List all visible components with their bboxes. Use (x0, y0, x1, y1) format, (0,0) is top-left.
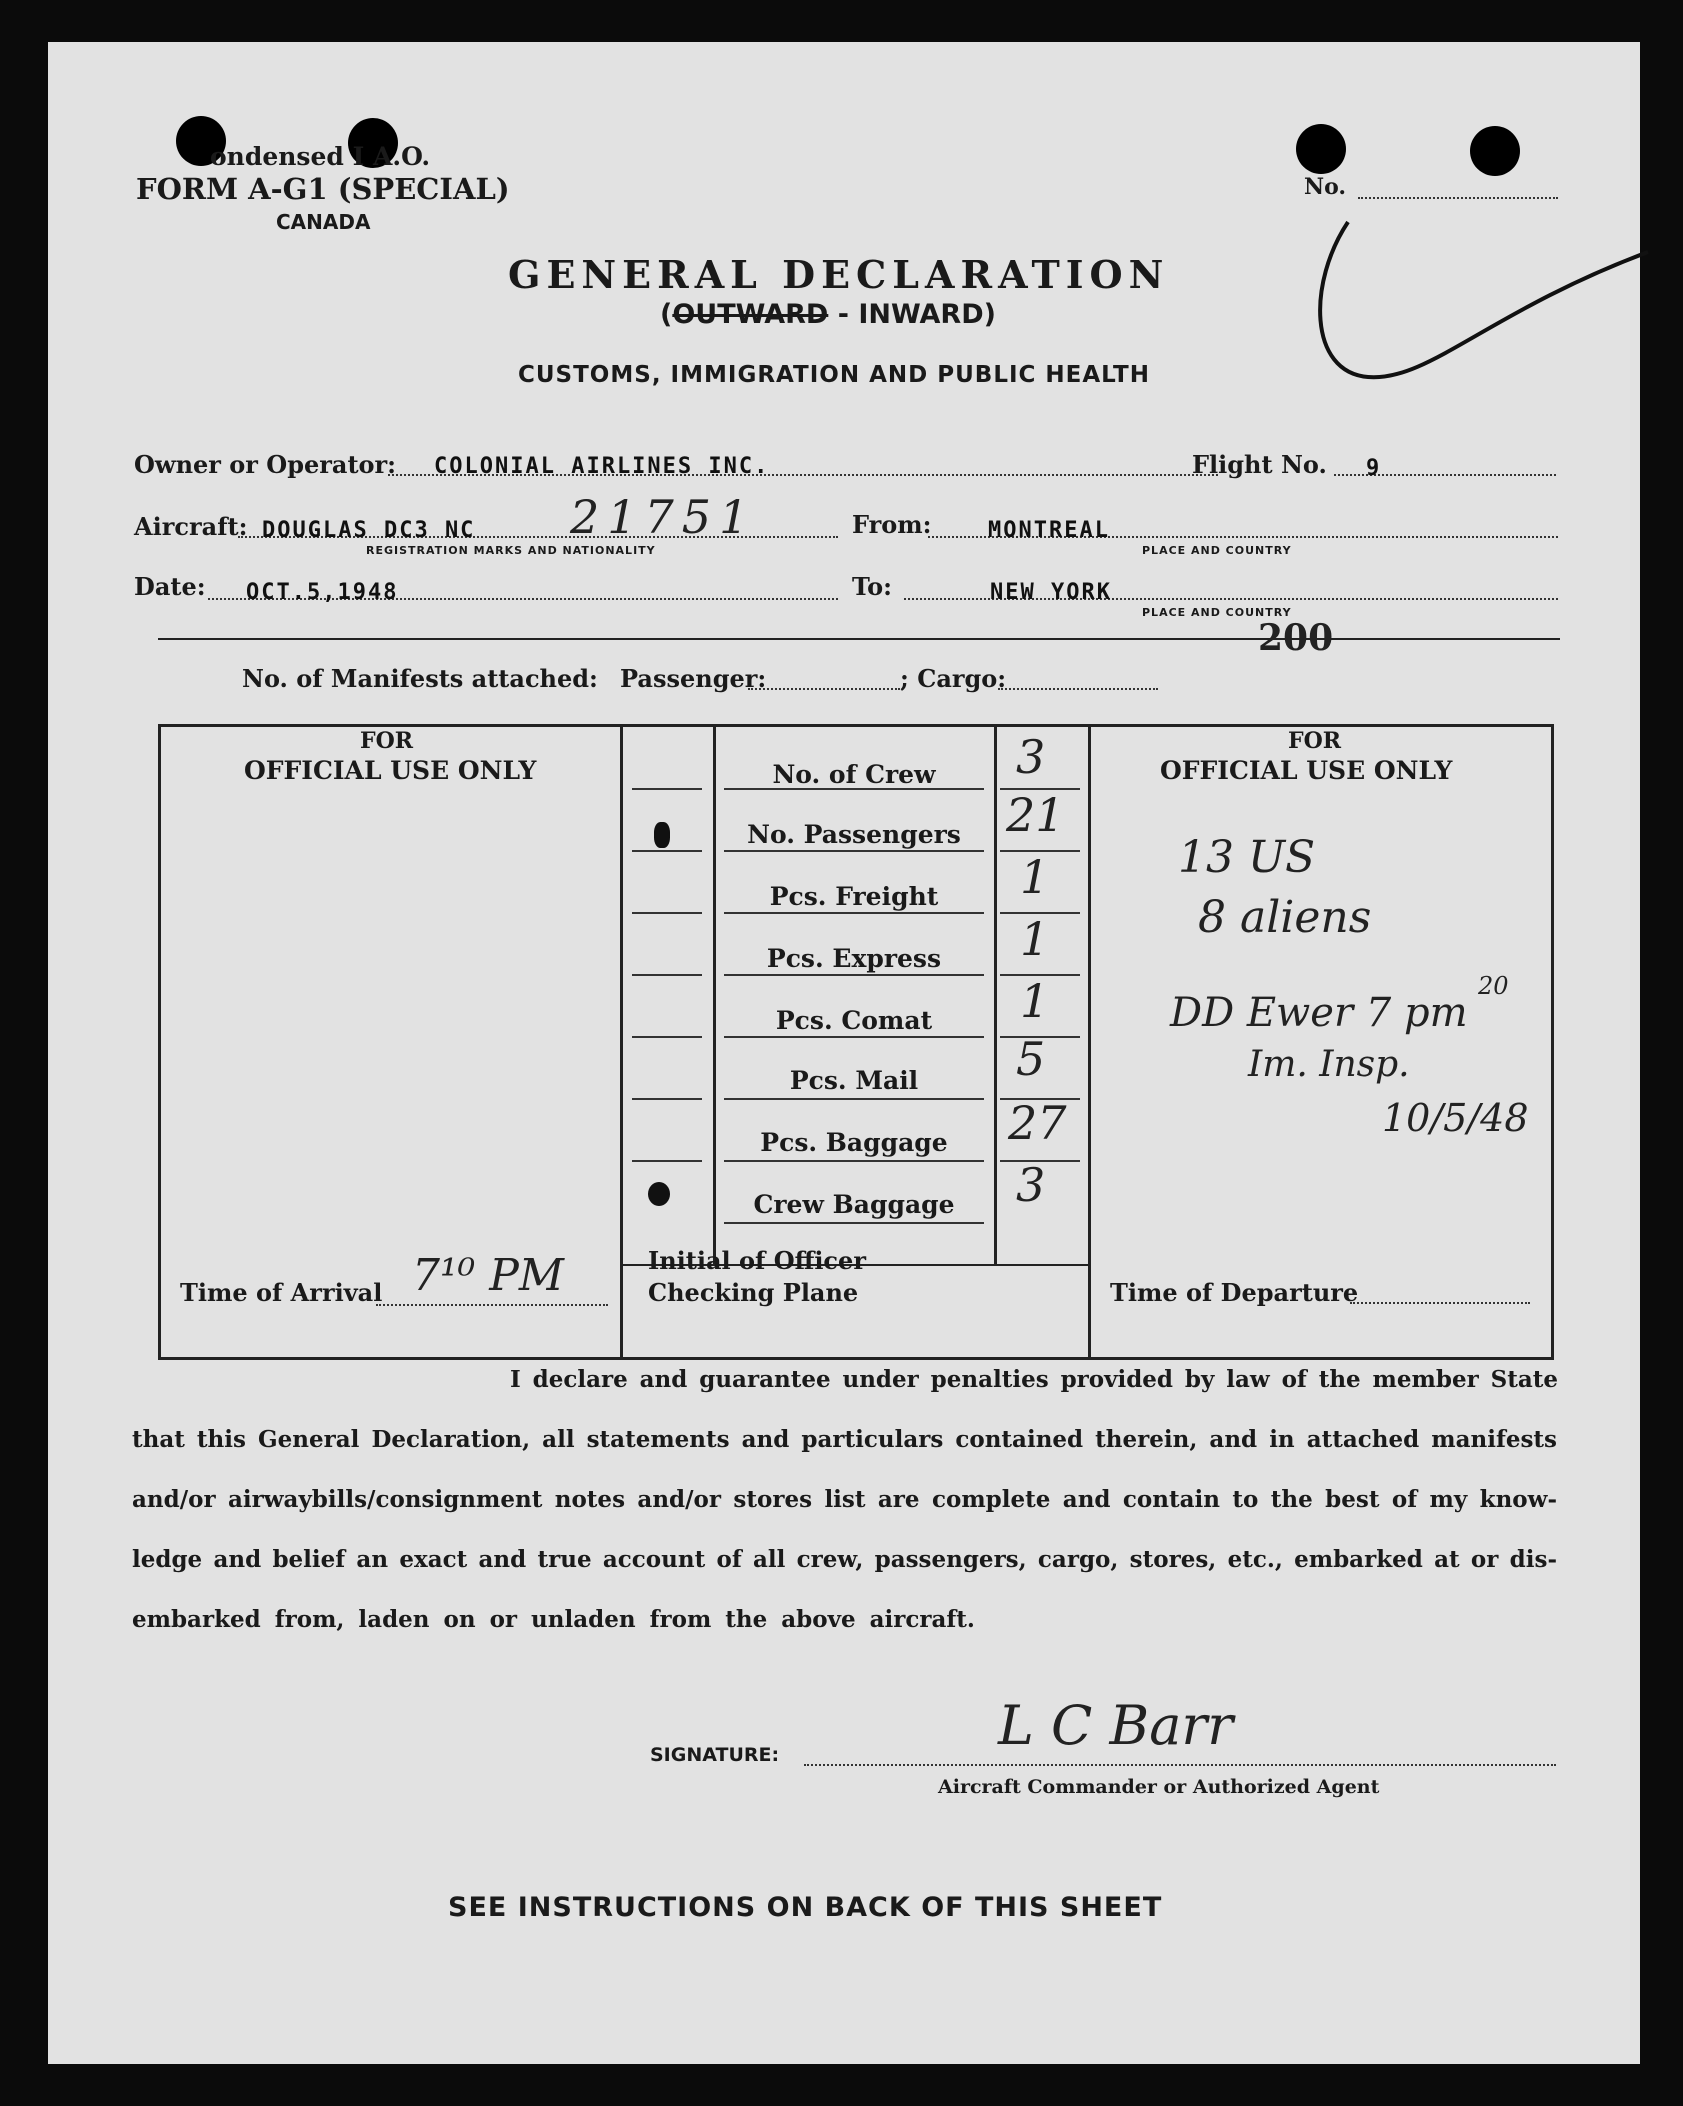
initial-rule (632, 1036, 702, 1038)
value-rule (1000, 974, 1080, 976)
label-rule (724, 974, 984, 976)
cargo-line (998, 688, 1158, 690)
departure-line (1350, 1302, 1530, 1304)
stamp-number: 200 (1258, 617, 1334, 659)
punch-hole (1470, 126, 1520, 176)
label-rule (724, 1160, 984, 1162)
row-value-freight: 1 (1020, 850, 1050, 904)
note-line3: DD Ewer 7 pm (1170, 990, 1468, 1036)
row-label-crew-baggage: Crew Baggage (753, 1190, 955, 1219)
inward-label: - INWARD) (828, 299, 996, 330)
declaration-line2: that this General Declaration, all statements and particulars contained therein, and in attached manifests (132, 1426, 1557, 1453)
initial-rule (632, 974, 702, 976)
initial-rule (632, 788, 702, 790)
label-rule (724, 788, 984, 790)
value-rule (1000, 1036, 1080, 1038)
row-value-passengers: 21 (1006, 788, 1065, 842)
row-value-comat: 1 (1020, 974, 1050, 1028)
departure-label: Time of Departure (1110, 1278, 1359, 1307)
punch-hole (1296, 124, 1346, 174)
from-value: MONTREAL (988, 518, 1110, 543)
form-id: FORM A-G1 (SPECIAL) (136, 172, 510, 206)
initial-officer-label: Initial of Officer (648, 1246, 866, 1275)
right-official-label: OFFICIAL USE ONLY (1160, 756, 1453, 785)
page-title: GENERAL DECLARATION (508, 252, 1170, 297)
passenger-line (748, 688, 900, 690)
paren-open: ( (660, 299, 673, 330)
header-line1: ondensed I A.O. (210, 142, 431, 171)
number-label: No. (1304, 174, 1347, 200)
signature-value: L C Barr (998, 1694, 1234, 1757)
note-line1: 13 US (1178, 832, 1316, 883)
flight-label: Flight No. (1192, 450, 1327, 479)
registration-caption: REGISTRATION MARKS AND NATIONALITY (366, 544, 656, 557)
aircraft-label: Aircraft: (134, 512, 248, 541)
cargo-label: ; Cargo: (900, 664, 1007, 693)
from-place-caption: PLACE AND COUNTRY (1142, 544, 1292, 557)
to-place-caption: PLACE AND COUNTRY (1142, 606, 1292, 619)
value-rule (1000, 912, 1080, 914)
arrival-value: 7¹⁰ PM (412, 1250, 564, 1301)
from-label: From: (852, 510, 932, 539)
direction-line (660, 299, 996, 330)
owner-label: Owner or Operator: (134, 450, 397, 479)
row-label-passengers: No. Passengers (747, 820, 961, 849)
number-line (1358, 197, 1558, 199)
row-value-baggage: 27 (1008, 1096, 1067, 1150)
row-label-freight: Pcs. Freight (769, 882, 939, 911)
subtitle: CUSTOMS, IMMIGRATION AND PUBLIC HEALTH (518, 362, 1150, 388)
value-rule (1000, 788, 1080, 790)
declaration-form-sheet (48, 42, 1640, 2064)
declaration-line1: I declare and guarantee under penalties provided by law of the member State (510, 1366, 1558, 1393)
to-value: NEW YORK (990, 580, 1112, 605)
aircraft-registration-handwritten: 21751 (570, 490, 757, 544)
label-rule (724, 1222, 984, 1224)
table-divider (1088, 724, 1091, 1360)
ink-mark (654, 822, 670, 848)
row-value-mail: 5 (1016, 1032, 1046, 1086)
note-line5: 10/5/48 (1382, 1096, 1529, 1140)
declaration-line4: ledge and belief an exact and true account of all crew, passengers, cargo, stores, etc., embarked at or dis- (132, 1546, 1557, 1573)
date-label: Date: (134, 572, 206, 601)
row-label-baggage: Pcs. Baggage (760, 1128, 948, 1157)
initial-rule (632, 850, 702, 852)
label-rule (724, 912, 984, 914)
signature-label: SIGNATURE: (650, 1744, 780, 1766)
value-rule (1000, 1160, 1080, 1162)
checking-plane-label: Checking Plane (648, 1278, 859, 1307)
table-divider (994, 724, 997, 1264)
arrival-label: Time of Arrival (180, 1278, 383, 1307)
note-line2: 8 aliens (1198, 892, 1372, 943)
row-label-crew: No. of Crew (772, 760, 936, 789)
initial-rule (632, 1098, 702, 1100)
row-label-comat: Pcs. Comat (775, 1006, 933, 1035)
label-rule (724, 1098, 984, 1100)
row-label-mail: Pcs. Mail (789, 1066, 919, 1095)
right-for-label: FOR (1288, 728, 1342, 754)
row-label-express: Pcs. Express (766, 944, 942, 973)
owner-value: COLONIAL AIRLINES INC. (434, 454, 770, 479)
note-sup: 20 (1478, 972, 1509, 1000)
aircraft-value: DOUGLAS DC3 NC (262, 518, 476, 543)
manifests-label: No. of Manifests attached: (242, 664, 598, 693)
declaration-line5: embarked from, laden on or unladen from the above aircraft. (132, 1606, 975, 1633)
passenger-label: Passenger: (620, 664, 767, 693)
flight-value: 9 (1366, 456, 1382, 481)
left-for-label: FOR (360, 728, 414, 754)
checkmark-icon (1288, 202, 1658, 402)
declaration-line3: and/or airwaybills/consignment notes and/or stores list are complete and contain to the best of my know- (132, 1486, 1557, 1513)
label-rule (724, 850, 984, 852)
value-rule (1000, 850, 1080, 852)
row-value-crew-baggage: 3 (1016, 1158, 1046, 1212)
table-divider (713, 724, 716, 1264)
divider (158, 638, 1560, 640)
signature-line (804, 1764, 1556, 1766)
country-label: CANADA (276, 210, 371, 234)
ink-mark (648, 1182, 670, 1206)
initial-rule (632, 912, 702, 914)
instructions-footer: SEE INSTRUCTIONS ON BACK OF THIS SHEET (448, 1892, 1163, 1923)
outward-struck: OUTWARD (672, 299, 829, 330)
note-line4: Im. Insp. (1248, 1044, 1410, 1085)
initial-rule (632, 1160, 702, 1162)
row-value-crew: 3 (1016, 730, 1046, 784)
arrival-line (376, 1304, 608, 1306)
left-official-label: OFFICIAL USE ONLY (244, 756, 537, 785)
value-rule (1000, 1098, 1080, 1100)
signature-caption: Aircraft Commander or Authorized Agent (938, 1776, 1380, 1798)
to-label: To: (852, 572, 892, 601)
date-value: OCT.5,1948 (246, 580, 399, 605)
row-value-express: 1 (1020, 912, 1050, 966)
label-rule (724, 1036, 984, 1038)
